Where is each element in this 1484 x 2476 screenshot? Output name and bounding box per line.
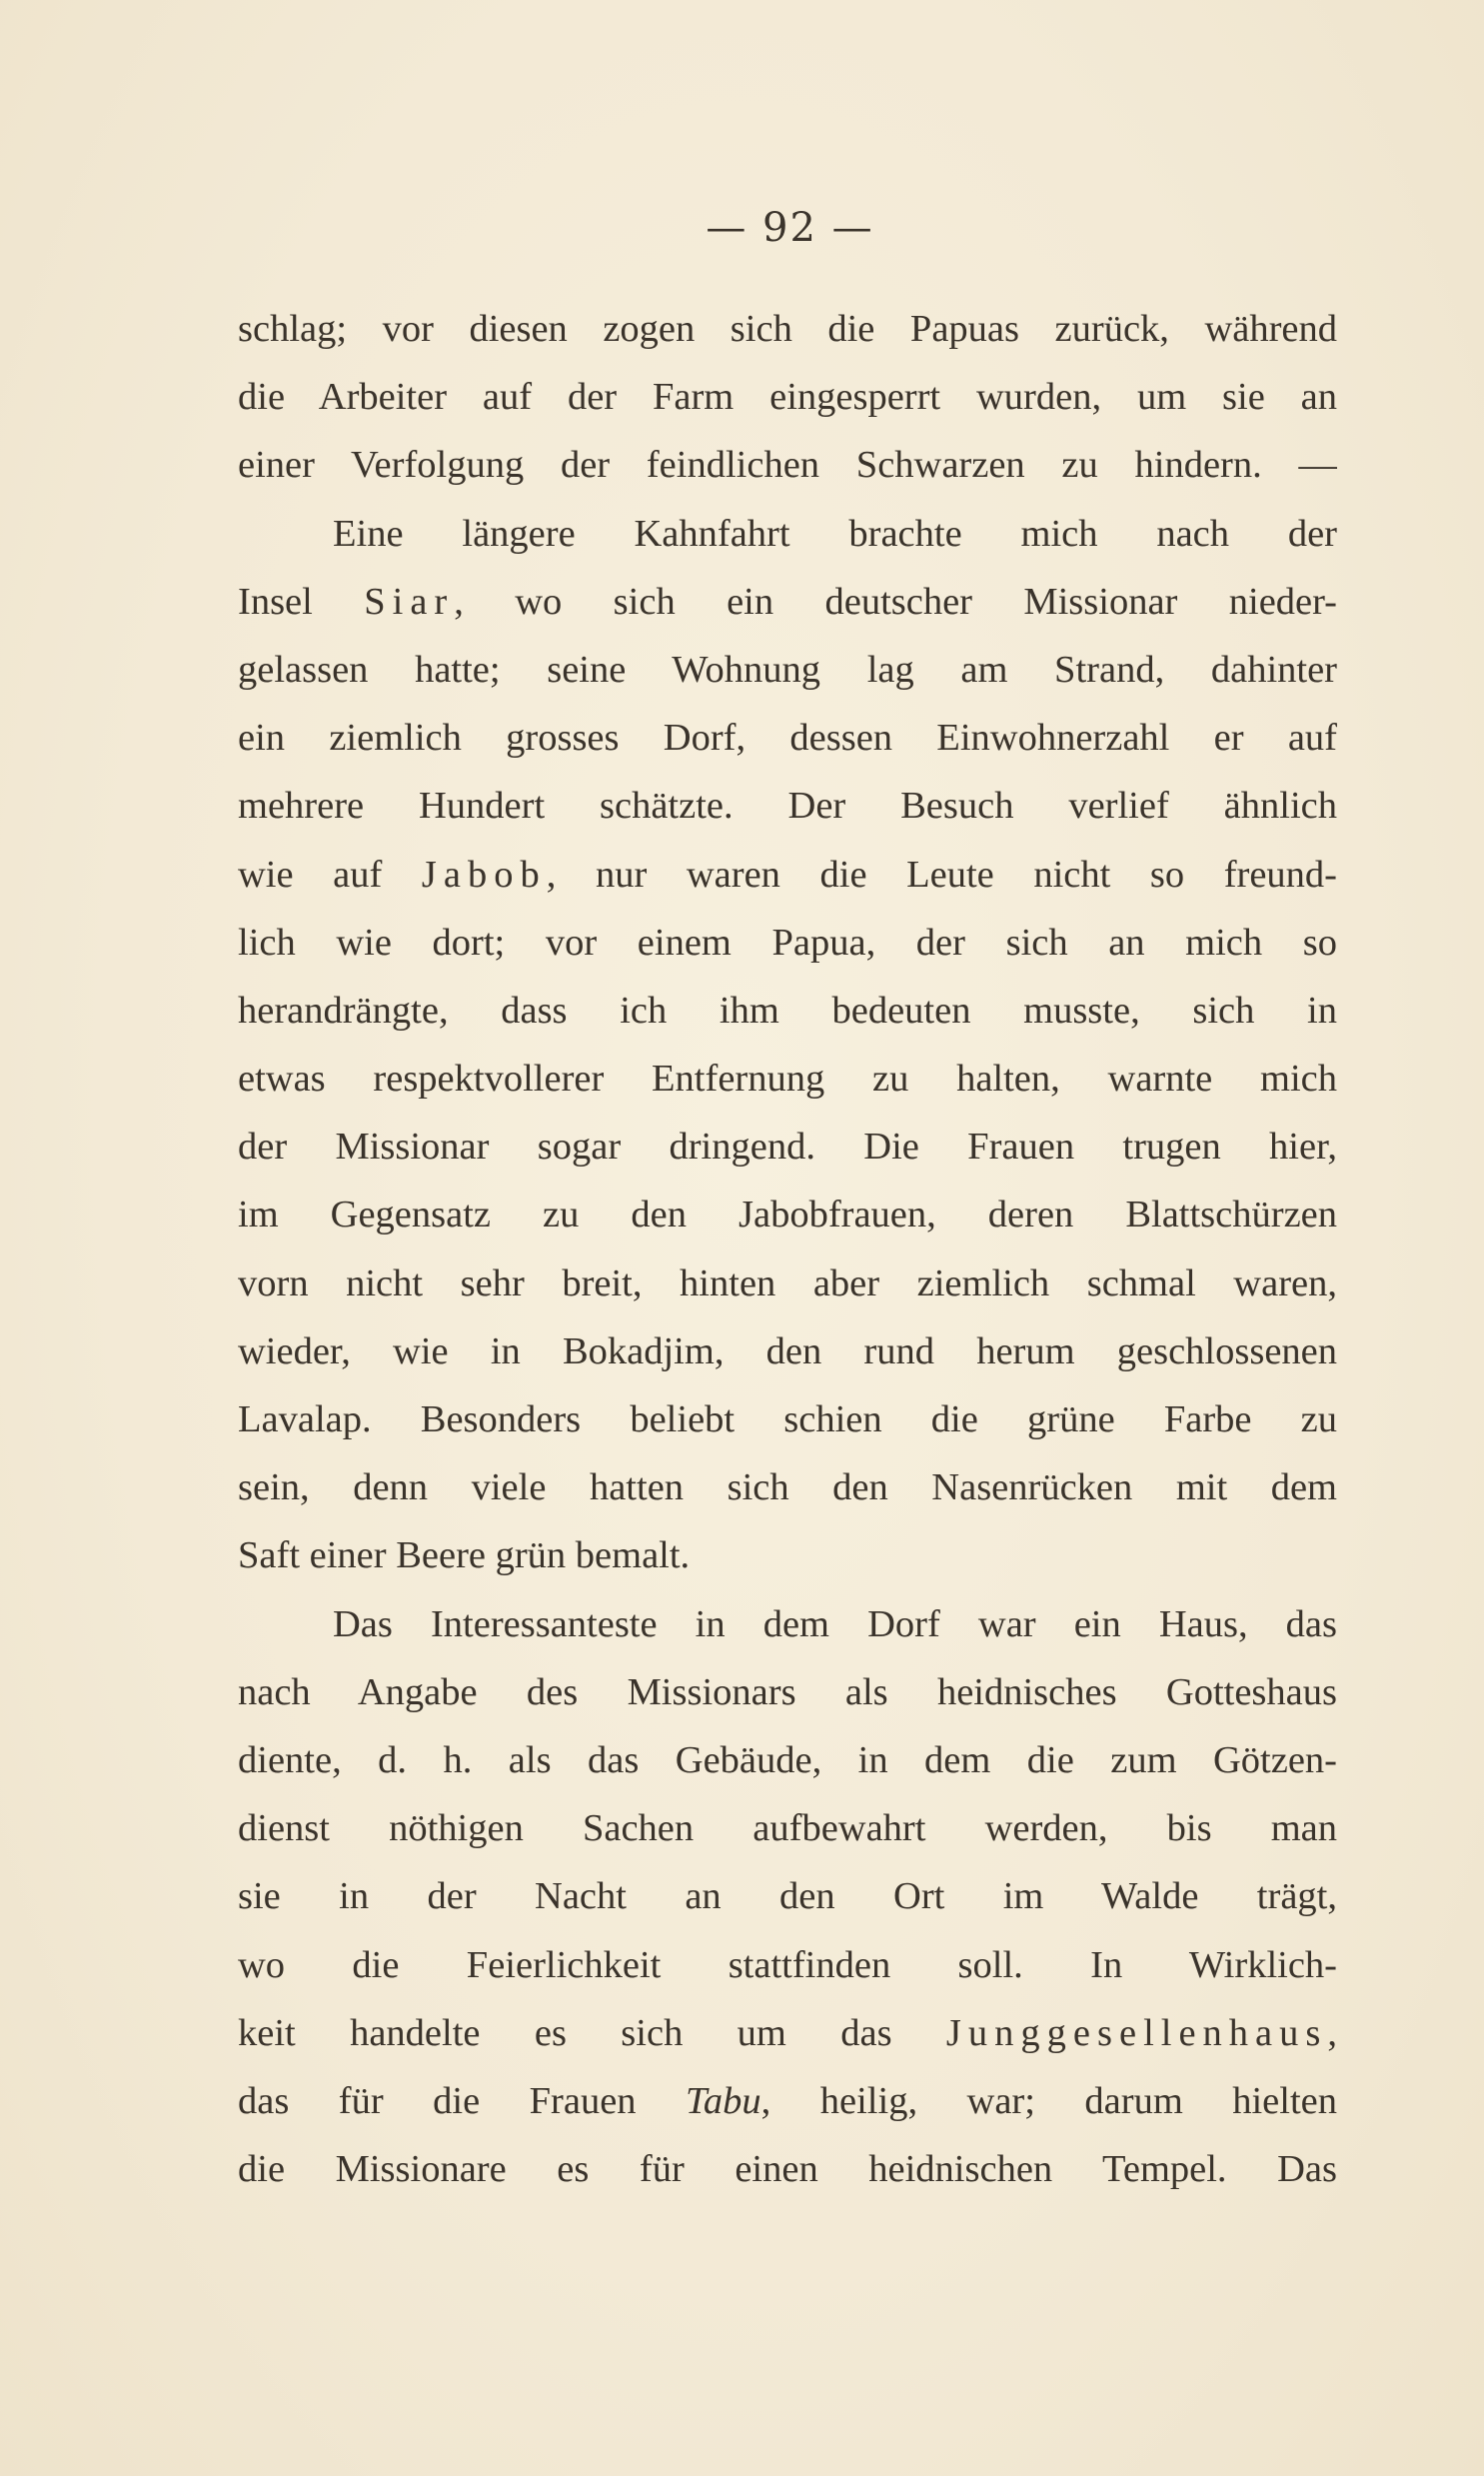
- text-line: herandrängte, dass ich ihm bedeuten musste, sich in: [238, 989, 1337, 1032]
- text-span: keit handelte es sich um das: [238, 2011, 946, 2054]
- text-span: , heilig, war; darum hielten: [760, 2079, 1337, 2122]
- text-line: einer Verfolgung der feindlichen Schwarzen zu hindern. —: [238, 444, 1337, 487]
- text-line: nach Angabe des Missionars als heidnisches Gotteshaus: [238, 1670, 1337, 1713]
- text-line: Das Interessanteste in dem Dorf war ein Haus, das: [333, 1602, 1337, 1645]
- text-line: [238, 2067, 1337, 2135]
- text-span: , wo sich ein deutscher Missionar nieder-: [454, 580, 1337, 623]
- text-line: ein ziemlich grosses Dorf, dessen Einwohnerzahl er auf: [238, 717, 1337, 760]
- text-line: [238, 1999, 1337, 2067]
- text-line: im Gegensatz zu den Jabobfrauen, deren Blattschürzen: [238, 1194, 1337, 1237]
- text-line: Saft einer Beere grün bemalt.: [238, 1534, 691, 1577]
- text-line: etwas respektvollerer Entfernung zu halten, warnte mich: [238, 1058, 1337, 1101]
- text-line: der Missionar sogar dringend. Die Frauen trugen hier,: [238, 1126, 1337, 1169]
- text-line: die Missionare es für einen heidnischen Tempel. Das: [238, 2148, 1337, 2191]
- spaced-name-siar: Siar: [364, 580, 455, 623]
- text-line: mehrere Hundert schätzte. Der Besuch verlief ähnlich: [238, 785, 1337, 828]
- text-line: wieder, wie in Bokadjim, den rund herum geschlossenen: [238, 1329, 1337, 1372]
- text-line: Eine längere Kahnfahrt brachte mich nach der: [333, 512, 1337, 555]
- text-line: diente, d. h. als das Gebäude, in dem die zum Götzen-: [238, 1738, 1337, 1781]
- body-text: [238, 295, 1337, 2203]
- text-line: [238, 568, 1337, 636]
- text-line: Lavalap. Besonders beliebt schien die grüne Farbe zu: [238, 1398, 1337, 1440]
- text-line: [238, 841, 1337, 909]
- text-span: , nur waren die Leute nicht so freund-: [546, 853, 1337, 896]
- text-line: sein, denn viele hatten sich den Nasenrücken mit dem: [238, 1466, 1337, 1509]
- spaced-word-junggesellenhaus: Junggesellenhaus: [945, 2011, 1328, 2054]
- text-span: Insel: [238, 580, 365, 623]
- text-line: gelassen hatte; seine Wohnung lag am Strand, dahinter: [238, 648, 1337, 691]
- text-span: wie auf: [238, 853, 422, 896]
- spaced-name-jabob: Jabob: [421, 853, 547, 896]
- text-line: sie in der Nacht an den Ort im Walde trägt,: [238, 1875, 1337, 1918]
- text-line: schlag; vor diesen zogen sich die Papuas zurück, während: [238, 308, 1337, 350]
- text-line: die Arbeiter auf der Farm eingesperrt wurden, um sie an: [238, 376, 1337, 419]
- italic-word-tabu: Tabu: [686, 2079, 761, 2122]
- page-number: — 92 —: [706, 205, 874, 251]
- text-span: ,: [1327, 2011, 1337, 2054]
- text-line: dienst nöthigen Sachen aufbewahrt werden, bis man: [238, 1807, 1337, 1850]
- text-line: vorn nicht sehr breit, hinten aber ziemlich schmal waren,: [238, 1261, 1337, 1304]
- text-line: lich wie dort; vor einem Papua, der sich an mich so: [238, 921, 1337, 964]
- text-line: wo die Feierlichkeit stattfinden soll. In Wirklich-: [238, 1943, 1337, 1986]
- text-span: das für die Frauen: [238, 2079, 687, 2122]
